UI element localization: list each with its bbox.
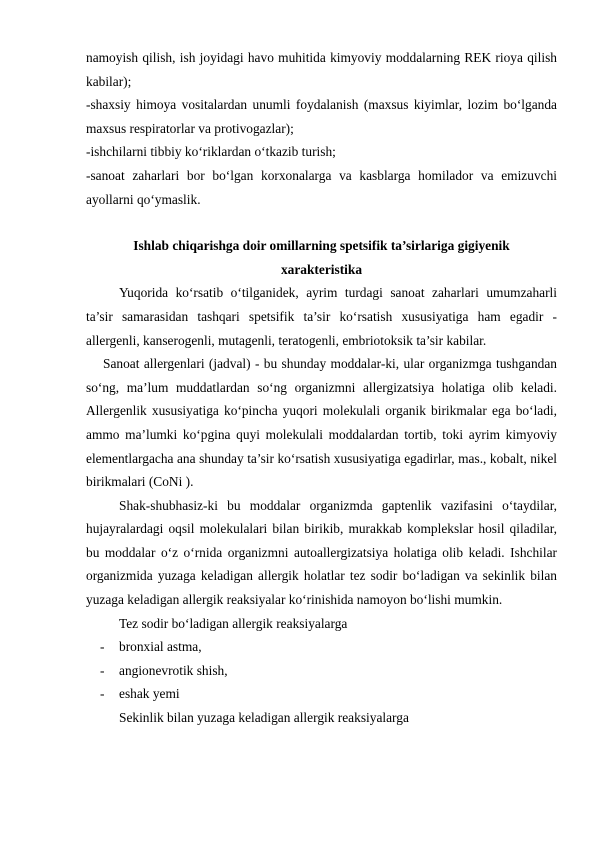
list-marker: - (100, 639, 105, 655)
paragraph: Shak-shubhasiz-ki bu moddalar organizmda gaptenlik vazifasini o‘taydilar, hujayralardagi oqsil molekulalari bilan birikib, murakkab komplekslar hosil qiladilar, bu moddalar o‘z o‘rnida organizmni autoallergizatsiya holatiga olib keladi. Ishchilar organizmida yuzaga keladigan allergik holatlar tez sodir bo‘ladigan va sekinlik bilan yuzaga keladigan allergik reaksiyalar ko‘rinishida namoyon bo‘lishi mumkin. (86, 497, 557, 608)
list-label: Sekinlik bilan yuzaga keladigan allergik reaksiyalarga (119, 710, 409, 726)
document-page (86, 46, 557, 730)
text-line: namoyish qilish, ish joyidagi havo muhitida kimyoviy moddalarning REK rioya qilish kabilar); (86, 50, 557, 89)
paragraph: Yuqorida ko‘rsatib o‘tilganidek, ayrim turdagi sanoat zaharlari umumzaharli ta’sir samarasidan tashqari spetsifik ta’sir ko‘rsatish xususiyatiga ham egadir - allergenli, kanserogenli, mutagenli, teratogenli, embriotoksik ta’sir kabilar. (86, 285, 557, 348)
paragraph: Sanoat allergenlari (jadval) - bu shunday moddalar-ki, ular organizmga tushgandan so‘ng, ma’lum muddatlardan so‘ng organizmni allergizatsiya holatiga olib keladi. Allergenlik xususiyatiga ko‘pincha yuqori molekulali organik birikmalar ega bo‘ladi, ammo ma’lumki ko‘pgina quyi molekulali moddalardan tortib, toki ayrim kimyoviy elementlargacha ana shunday ta’sir ko‘rsatish xususiyatiga egadirlar, mas., kobalt, nikel birikmalari (CoNi ). (86, 356, 557, 490)
text-line: -ishchilarni tibbiy ko‘riklardan o‘tkazib turish; (86, 144, 336, 160)
fast-reactions-list (86, 635, 557, 706)
list-label: Tez sodir bo‘ladigan allergik reaksiyalarga (119, 615, 348, 631)
list-item-text: eshak yemi (119, 686, 180, 702)
list-marker: - (100, 662, 105, 678)
text-line: -shaxsiy himoya vositalardan unumli foydalanish (maxsus kiyimlar, lozim bo‘lganda maxsus respiratorlar va protivogazlar); (86, 97, 557, 136)
list-marker: - (100, 686, 105, 702)
list-item (86, 682, 557, 706)
section-heading: Ishlab chiqarishga doir omillarning spetsifik ta’sirlariga gigiyenik xarakteristika (133, 238, 510, 277)
list-item-text: bronxial astma, (119, 639, 202, 655)
list-item (86, 659, 557, 683)
list-item (86, 635, 557, 659)
list-item-text: angionevrotik shish, (119, 662, 228, 678)
text-line: -sanoat zaharlari bor bo‘lgan korxonalarga va kasblarga homilador va emizuvchi ayollarni qo‘ymaslik. (86, 167, 557, 207)
